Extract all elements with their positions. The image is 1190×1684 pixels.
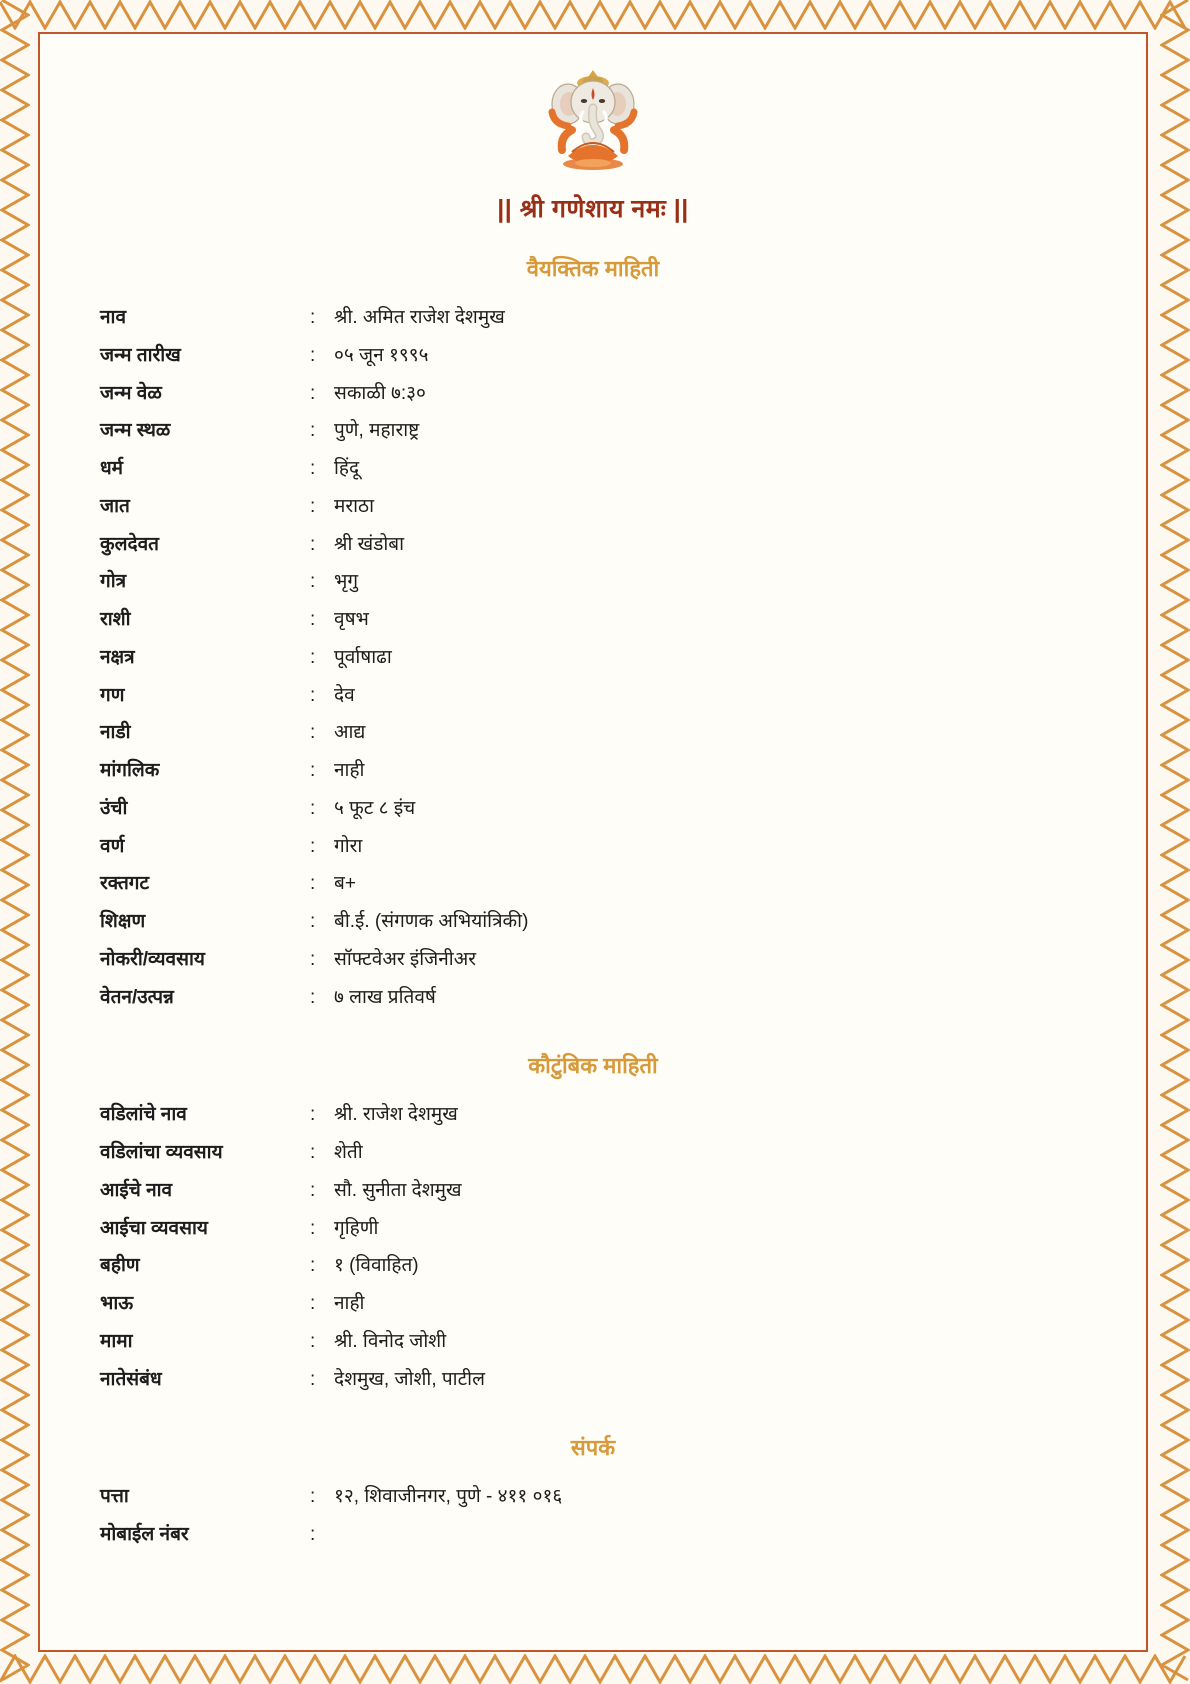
row-label: वडिलांचा व्यवसाय	[100, 1142, 223, 1163]
table-row	[100, 752, 1086, 790]
row-label: आईचा व्यवसाय	[100, 1217, 208, 1239]
table-row	[100, 714, 1086, 752]
row-label: राशी	[100, 609, 131, 630]
row-colon: :	[310, 1524, 316, 1545]
table-row	[100, 1361, 1086, 1399]
table-row	[100, 1134, 1086, 1172]
row-label: जन्म स्थळ	[100, 420, 171, 442]
row-colon: :	[310, 420, 316, 442]
row-value	[334, 1516, 1086, 1554]
border-zigzag-left	[0, 0, 30, 1684]
row-value: श्री. विनोद जोशी	[334, 1330, 447, 1352]
row-colon: :	[310, 986, 316, 1008]
row-colon: :	[310, 609, 316, 630]
row-label: शिक्षण	[100, 911, 146, 932]
row-label: गण	[100, 684, 125, 706]
row-colon: :	[310, 835, 316, 857]
row-colon: :	[310, 1142, 316, 1163]
section-title-family: कौटुंबिक माहिती	[528, 1053, 658, 1079]
row-value: वृषभ	[334, 609, 369, 630]
row-colon: :	[310, 646, 316, 668]
row-label: उंची	[100, 797, 128, 819]
table-row	[100, 1478, 1086, 1516]
row-colon: :	[310, 344, 316, 366]
row-label: मांगलिक	[100, 760, 160, 781]
row-value: १ (विवाहित)	[334, 1255, 419, 1277]
border-zigzag-bottom	[0, 1654, 1190, 1684]
row-colon: :	[310, 722, 316, 744]
row-value: हिंदू	[334, 458, 360, 479]
table-row	[100, 563, 1086, 601]
ganesha-icon	[538, 64, 648, 174]
row-value: शेती	[334, 1142, 363, 1163]
row-colon: :	[310, 1293, 316, 1314]
table-row	[100, 1285, 1086, 1323]
row-value: ७ लाख प्रतिवर्ष	[334, 986, 436, 1008]
row-value: देशमुख, जोशी, पाटील	[334, 1368, 485, 1390]
row-colon: :	[310, 307, 316, 328]
row-colon: :	[310, 1255, 316, 1277]
border-zigzag-right	[1160, 0, 1190, 1684]
row-value: नाही	[334, 1293, 365, 1314]
section-title-personal: वैयक्तिक माहिती	[526, 256, 660, 281]
row-label: कुलदेवत	[100, 533, 159, 555]
row-value: गृहिणी	[334, 1217, 379, 1239]
row-label: वेतन/उत्पन्न	[100, 986, 174, 1008]
row-colon: :	[310, 1217, 316, 1239]
row-colon: :	[310, 458, 316, 479]
table-row	[100, 865, 1086, 903]
row-value: सॉफ्टवेअर इंजिनीअर	[334, 948, 476, 970]
row-value: सकाळी ७:३०	[334, 382, 426, 404]
table-row	[100, 903, 1086, 941]
table-row	[100, 1323, 1086, 1361]
row-value: भृगु	[334, 571, 359, 593]
row-colon: :	[310, 684, 316, 706]
row-label: आईचे नाव	[100, 1179, 173, 1201]
row-colon: :	[310, 948, 316, 970]
row-value: श्री. राजेश देशमुख	[334, 1104, 458, 1126]
row-label: नातेसंबंध	[100, 1368, 162, 1390]
row-colon: :	[310, 911, 316, 932]
table-row	[100, 375, 1086, 413]
row-label: गोत्र	[100, 571, 127, 593]
table-row	[100, 1516, 1086, 1554]
row-colon: :	[310, 873, 316, 895]
row-label: जन्म वेळ	[100, 382, 162, 404]
table-row	[100, 1247, 1086, 1285]
table-row	[100, 1096, 1086, 1134]
row-label: जात	[100, 495, 130, 517]
row-label: नाव	[100, 307, 127, 328]
table-row	[100, 941, 1086, 979]
contact-info-table	[100, 1478, 1086, 1554]
biodata-page	[38, 32, 1148, 1652]
row-value: १२, शिवाजीनगर, पुणे - ४११ ०१६	[334, 1486, 563, 1508]
row-value: पुणे, महाराष्ट्र	[334, 420, 420, 442]
table-row	[100, 828, 1086, 866]
row-value: गोरा	[334, 835, 363, 857]
table-row	[100, 488, 1086, 526]
row-value: देव	[334, 684, 355, 706]
row-value: श्री. अमित राजेश देशमुख	[334, 307, 505, 328]
table-row	[100, 1172, 1086, 1210]
row-label: भाऊ	[100, 1293, 134, 1314]
row-value: श्री खंडोबा	[334, 533, 405, 555]
table-row	[100, 639, 1086, 677]
row-label: वडिलांचे नाव	[100, 1104, 187, 1126]
row-value: ०५ जून १९९५	[334, 344, 429, 366]
row-value: ५ फूट ८ इंच	[334, 797, 416, 819]
row-colon: :	[310, 760, 316, 781]
row-label: मोबाईल नंबर	[100, 1524, 189, 1545]
section-title-contact: संपर्क	[570, 1435, 616, 1461]
table-row	[100, 979, 1086, 1017]
row-label: जन्म तारीख	[100, 344, 181, 366]
row-label: नोकरी/व्यवसाय	[100, 948, 205, 970]
row-label: धर्म	[100, 458, 124, 479]
table-row	[100, 450, 1086, 488]
row-label: वर्ण	[100, 835, 125, 857]
row-value: नाही	[334, 760, 365, 781]
row-value: मराठा	[334, 495, 375, 517]
row-colon: :	[310, 1330, 316, 1352]
table-row	[100, 526, 1086, 564]
row-colon: :	[310, 1104, 316, 1126]
table-row	[100, 790, 1086, 828]
table-row	[100, 337, 1086, 375]
row-colon: :	[310, 1486, 316, 1508]
row-value: ब+	[334, 873, 356, 895]
personal-info-table	[100, 299, 1086, 1016]
row-value: आद्य	[334, 722, 366, 744]
row-colon: :	[310, 571, 316, 593]
row-colon: :	[310, 495, 316, 517]
row-colon: :	[310, 382, 316, 404]
invocation-text: || श्री गणेशाय नमः ||	[497, 195, 689, 223]
row-colon: :	[310, 533, 316, 555]
table-row	[100, 601, 1086, 639]
table-row	[100, 677, 1086, 715]
table-row	[100, 1210, 1086, 1248]
ganesha-header	[100, 34, 1086, 179]
table-row	[100, 299, 1086, 337]
family-info-table	[100, 1096, 1086, 1398]
row-colon: :	[310, 797, 316, 819]
row-label: मामा	[100, 1330, 133, 1352]
row-label: रक्तगट	[100, 873, 150, 895]
row-value: बी.ई. (संगणक अभियांत्रिकी)	[334, 911, 529, 932]
row-colon: :	[310, 1179, 316, 1201]
row-label: पत्ता	[100, 1486, 129, 1508]
border-zigzag-top	[0, 0, 1190, 30]
row-value: पूर्वाषाढा	[334, 646, 392, 668]
row-label: नाडी	[100, 722, 131, 744]
row-value: सौ. सुनीता देशमुख	[334, 1179, 462, 1201]
table-row	[100, 412, 1086, 450]
row-label: बहीण	[100, 1255, 140, 1277]
biodata-content	[40, 34, 1146, 1554]
row-label: नक्षत्र	[100, 646, 135, 668]
row-colon: :	[310, 1368, 316, 1390]
